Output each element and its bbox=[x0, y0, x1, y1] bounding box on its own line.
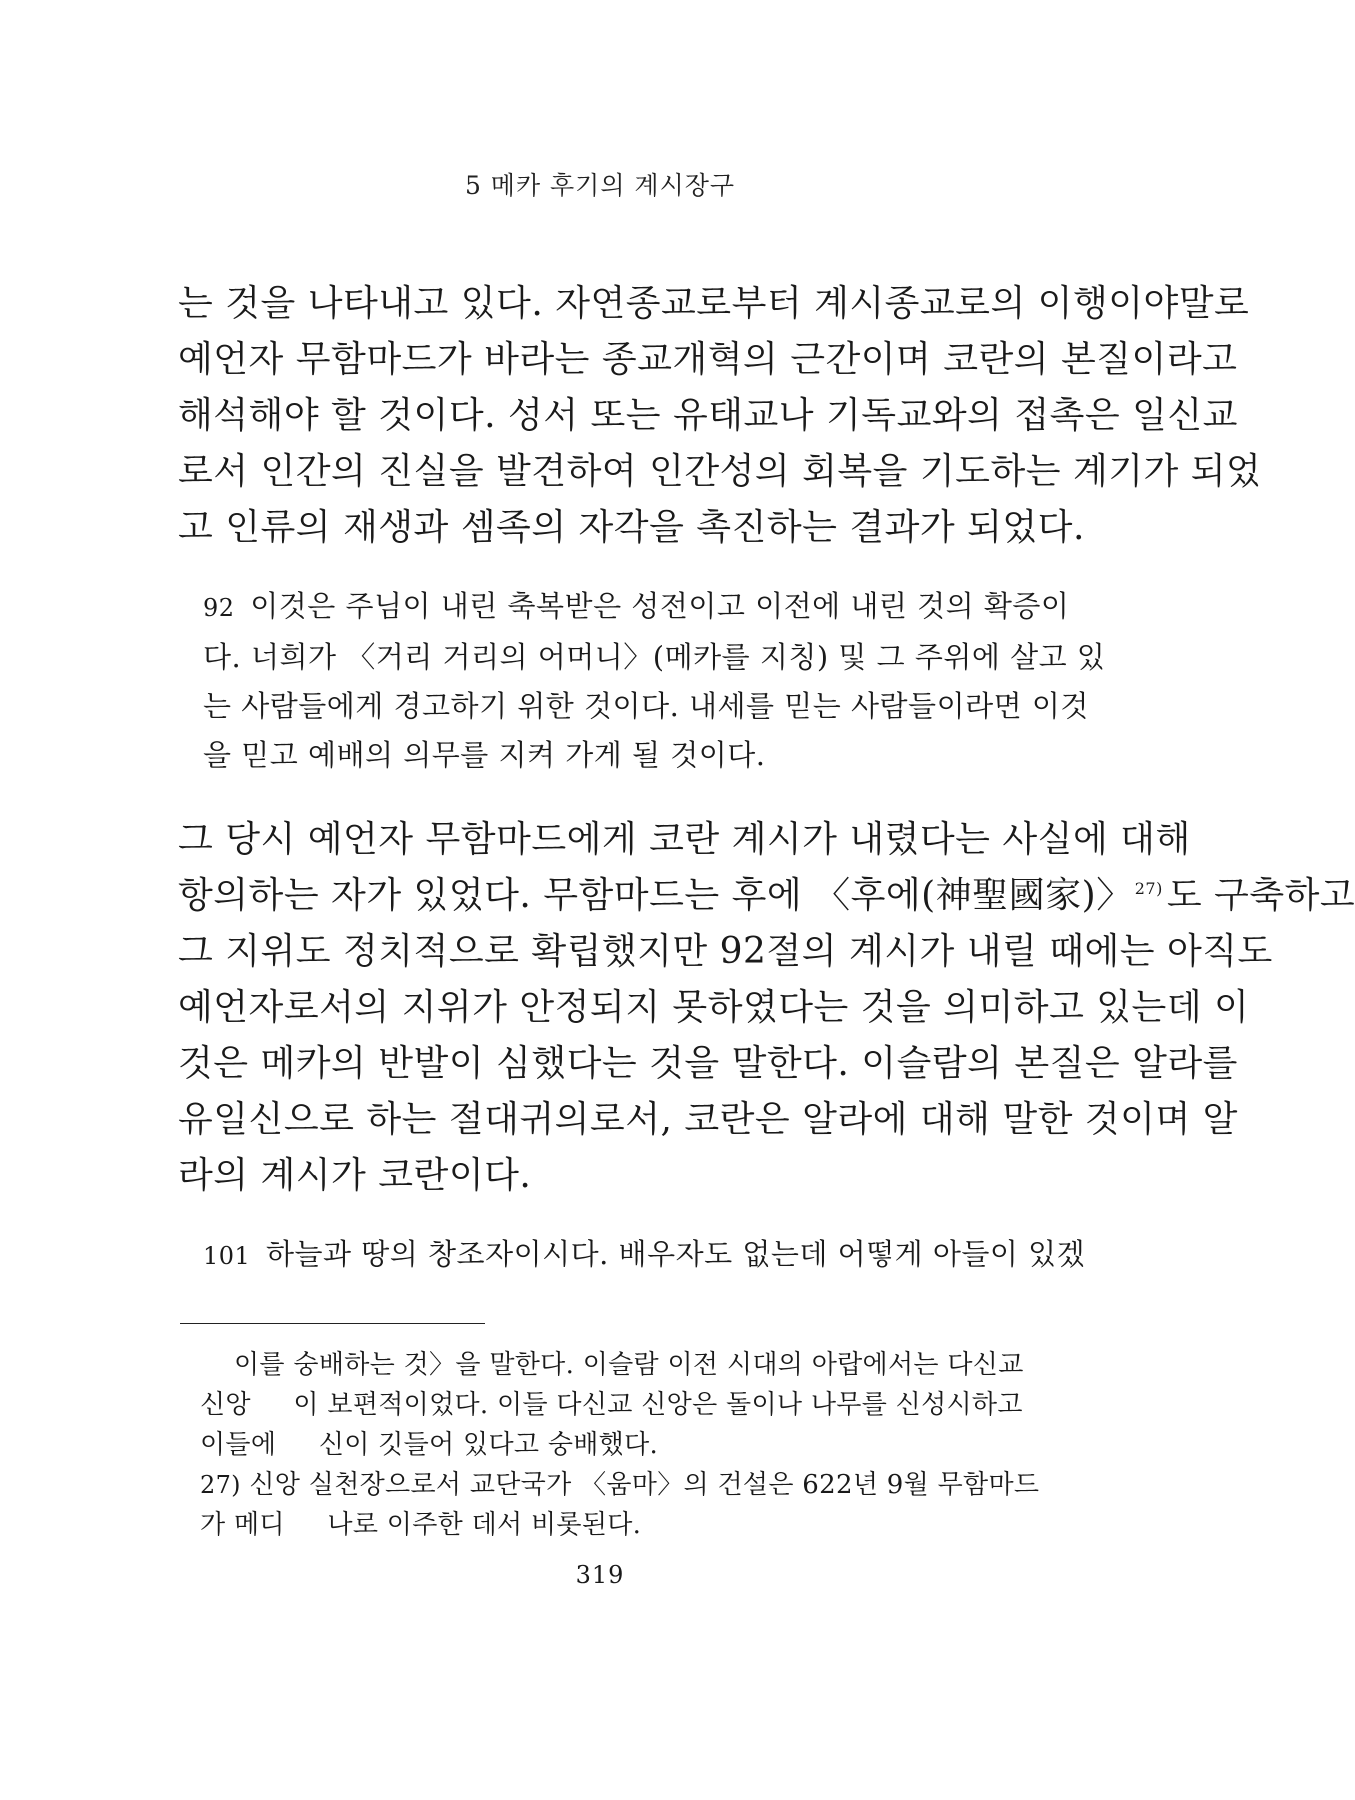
footnote-divider bbox=[180, 1323, 485, 1324]
paragraph-line: 예언자 무함마드가 바라는 종교개혁의 근간이며 코란의 본질이라고 bbox=[178, 339, 1238, 380]
footnote-mark: 27) bbox=[200, 1471, 241, 1499]
paragraph-text: 도 구축하고 bbox=[1166, 875, 1355, 916]
verse-line bbox=[203, 582, 1070, 633]
paragraph-line: 유일신으로 하는 절대귀의로서, 코란은 알라에 대해 말한 것이며 알 bbox=[178, 1099, 1238, 1140]
paragraph-line: 로서 인간의 진실을 발견하여 인간성의 회복을 기도하는 계기가 되었 bbox=[178, 451, 1262, 492]
footnote-continuation bbox=[200, 1345, 1040, 1465]
paragraph-text: 항의하는 자가 있었다. 무함마드는 후에 〈후에(神聖國家)〉 bbox=[178, 875, 1133, 916]
paragraph-line: 고 인류의 재생과 셈족의 자각을 촉진하는 결과가 되었다. bbox=[178, 507, 1085, 548]
footnote-text: 신앙 실천장으로서 교단국가 〈움마〉의 건설은 622년 9월 무함마드가 메디 bbox=[200, 1470, 1040, 1540]
paragraph-line: 해석해야 할 것이다. 성서 또는 유태교나 기독교와의 접촉은 일신교 bbox=[178, 395, 1238, 436]
verse-101 bbox=[203, 1230, 1086, 1281]
verse-text: 하늘과 땅의 창조자이시다. 배우자도 없는데 어떻게 아들이 있겠 bbox=[266, 1237, 1086, 1271]
footnote-line: 나로 이주한 데서 비롯된다. bbox=[327, 1510, 642, 1540]
body-paragraph-2 bbox=[178, 812, 1355, 1204]
verse-line: 을 믿고 예배의 의무를 지켜 가게 될 것이다. bbox=[203, 738, 766, 772]
footnotes bbox=[200, 1345, 1040, 1545]
verse-line bbox=[203, 1230, 1086, 1281]
paragraph-line: 는 것을 나타내고 있다. 자연종교로부터 계시종교로의 이행이야말로 bbox=[178, 283, 1250, 324]
paragraph-line: 것은 메카의 반발이 심했다는 것을 말한다. 이슬람의 본질은 알라를 bbox=[178, 1043, 1238, 1084]
footnote-ref-27[interactable]: 27) bbox=[1134, 879, 1163, 898]
verse-92 bbox=[203, 582, 1106, 780]
paragraph-line: 그 지위도 정치적으로 확립했지만 92절의 계시가 내릴 때에는 아직도 bbox=[178, 931, 1273, 972]
page-number: 319 bbox=[575, 1561, 625, 1589]
verse-line: 는 사람들에게 경고하기 위한 것이다. 내세를 믿는 사람들이라면 이것 bbox=[203, 689, 1089, 723]
verse-number: 101 bbox=[203, 1242, 251, 1270]
footnote-line: 신이 깃들어 있다고 숭배했다. bbox=[318, 1430, 659, 1460]
footnote-line: 이를 숭배하는 것〉을 말한다. 이슬람 이전 시대의 아랍에서는 다신교 신앙 bbox=[200, 1350, 1024, 1420]
verse-text: 이것은 주님이 내린 축복받은 성전이고 이전에 내린 것의 확증이 bbox=[250, 589, 1070, 623]
running-head: 5 메카 후기의 계시장구 bbox=[464, 171, 736, 200]
verse-number: 92 bbox=[203, 594, 235, 622]
paragraph-line bbox=[178, 868, 1355, 924]
verse-line: 다. 너희가 〈거리 거리의 어머니〉(메카를 지칭) 및 그 주위에 살고 있 bbox=[203, 640, 1106, 674]
footnote-line: 이 보편적이었다. 이들 다신교 신앙은 돌이나 나무를 신성시하고 이들에 bbox=[200, 1390, 1023, 1460]
body-paragraph-1 bbox=[178, 276, 1262, 556]
footnote-27 bbox=[200, 1465, 1040, 1545]
paragraph-line: 예언자로서의 지위가 안정되지 못하였다는 것을 의미하고 있는데 이 bbox=[178, 987, 1250, 1028]
paragraph-line: 그 당시 예언자 무함마드에게 코란 계시가 내렸다는 사실에 대해 bbox=[178, 819, 1191, 860]
paragraph-line: 라의 계시가 코란이다. bbox=[178, 1155, 532, 1196]
